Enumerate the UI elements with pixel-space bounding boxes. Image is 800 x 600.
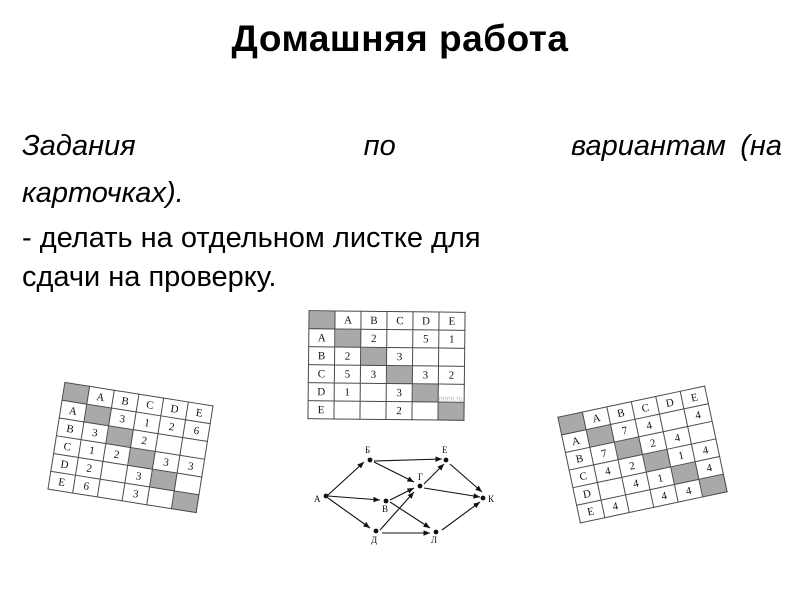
table-cell: 3 [125,465,153,487]
table-cell: D [413,312,439,330]
table-cell: 5 [413,330,439,348]
graph-node-label-k: К [488,494,495,504]
distance-matrix-right [557,385,727,523]
table-cell: A [562,430,590,453]
table-cell: 4 [635,414,663,437]
table-cell: 1 [439,330,465,348]
table-cell [412,348,438,366]
table-row [308,365,464,385]
matrix-table-right [557,385,727,523]
table-cell: 5 [334,365,360,383]
table-cell: 3 [122,483,150,505]
table-cell: D [573,483,601,506]
table-cell: B [111,390,139,412]
table-cell: 3 [386,383,412,401]
graph-node-label-a: А [314,494,321,504]
table-cell: 6 [73,475,101,497]
graph-node-label-l: Л [431,535,438,545]
table-cell: C [136,394,164,416]
table-row [309,329,465,349]
table-cell: 2 [639,432,667,455]
table-cell [626,490,654,513]
table-cell: 4 [684,404,712,427]
paragraph-assignments-cont: карточках). [22,177,184,210]
table-cell [360,401,386,419]
word-2: по [363,130,396,162]
table-cell: 2 [361,329,387,347]
table-cell: 2 [158,416,186,438]
table-cell: 4 [663,426,691,449]
table-cell: 6 [183,420,211,442]
table-cell: 4 [695,457,723,480]
table-cell: B [361,311,387,329]
table-cell: 3 [81,422,109,444]
table-cell [309,311,335,329]
matrix-table-left [47,382,213,513]
table-cell: B [565,447,593,470]
table-cell: 1 [334,383,360,401]
table-cell: 4 [594,460,622,483]
word-3: вариантам [571,130,726,162]
table-cell: 3 [177,455,205,477]
table-cell [97,479,125,501]
table-cell: 2 [618,455,646,478]
table-cell: 4 [622,472,650,495]
table-cell: D [308,383,334,401]
table-cell: E [308,401,334,419]
graph-node-label-b: Б [365,445,371,455]
table-cell: B [56,418,84,440]
table-cell: 3 [412,366,438,384]
table-cell: 3 [360,365,386,383]
table-cell: 1 [133,412,161,434]
table-cell: 4 [650,485,678,508]
table-cell: 2 [335,347,361,365]
table-cell [699,474,727,497]
table-cell [438,348,464,366]
table-cell: C [54,436,82,458]
table-cell: E [186,402,214,424]
table-cell [335,329,361,347]
table-cell: A [309,329,335,347]
table-cell [412,384,438,402]
table-cell: A [582,407,610,430]
distance-matrix-left [47,382,213,513]
watermark-text: nnnn.ru [438,395,463,403]
table-cell: D [161,398,189,420]
table-cell: D [51,454,79,476]
graph-svg [308,440,498,545]
graph-node-label-v: В [382,504,389,514]
word-4: (на [740,130,782,162]
table-cell: 1 [646,467,674,490]
table-cell [147,487,175,509]
table-cell: B [607,402,635,425]
paragraph-assignments [22,128,782,165]
table-cell: 4 [601,495,629,518]
table-row [309,311,465,331]
table-cell: 2 [103,444,131,466]
table-cell: 1 [78,440,106,462]
table-cell: 2 [438,366,464,384]
table-cell: E [48,471,76,493]
table-cell: E [680,386,708,409]
table-cell: C [308,365,334,383]
table-cell: D [656,391,684,414]
table-cell: E [439,312,465,330]
table-cell [360,383,386,401]
paragraph-separate-sheet: - делать на отдельном листке для [22,222,481,255]
table-cell: 2 [75,457,103,479]
table-row [309,347,465,367]
table-cell: 4 [691,439,719,462]
table-cell: B [309,347,335,365]
table-cell: 1 [667,444,695,467]
distance-matrix-top [307,310,465,421]
table-cell: C [569,465,597,488]
table-cell [171,491,199,513]
table-cell [334,401,360,419]
table-cell: A [59,400,87,422]
word-1: Задания [22,130,136,162]
table-cell [438,402,464,420]
body-text-block [22,128,782,296]
table-cell [387,330,413,348]
table-cell [361,347,387,365]
table-cell: A [87,386,115,408]
table-cell: 2 [131,430,159,452]
paragraph-submit: сдачи на проверку. [22,261,277,294]
matrix-table-top [307,310,465,421]
table-cell: A [335,311,361,329]
table-cell: 3 [109,408,137,430]
table-cell: 4 [674,479,702,502]
table-cell: 3 [152,451,180,473]
graph-node-label-g: Г [418,472,424,482]
table-cell: C [387,312,413,330]
graph-node-label-e: Е [442,445,448,455]
table-cell: C [631,396,659,419]
page-title: Домашняя работа [231,18,569,59]
directed-graph-diagram [308,440,498,545]
table-cell: 3 [387,348,413,366]
table-cell: 2 [386,401,412,419]
table-cell: 7 [611,419,639,442]
table-cell: E [577,500,605,523]
table-cell [386,366,412,384]
table-cell: 7 [590,442,618,465]
graph-node-label-d: Д [371,535,378,545]
table-cell [412,402,438,420]
table-row [308,401,464,421]
